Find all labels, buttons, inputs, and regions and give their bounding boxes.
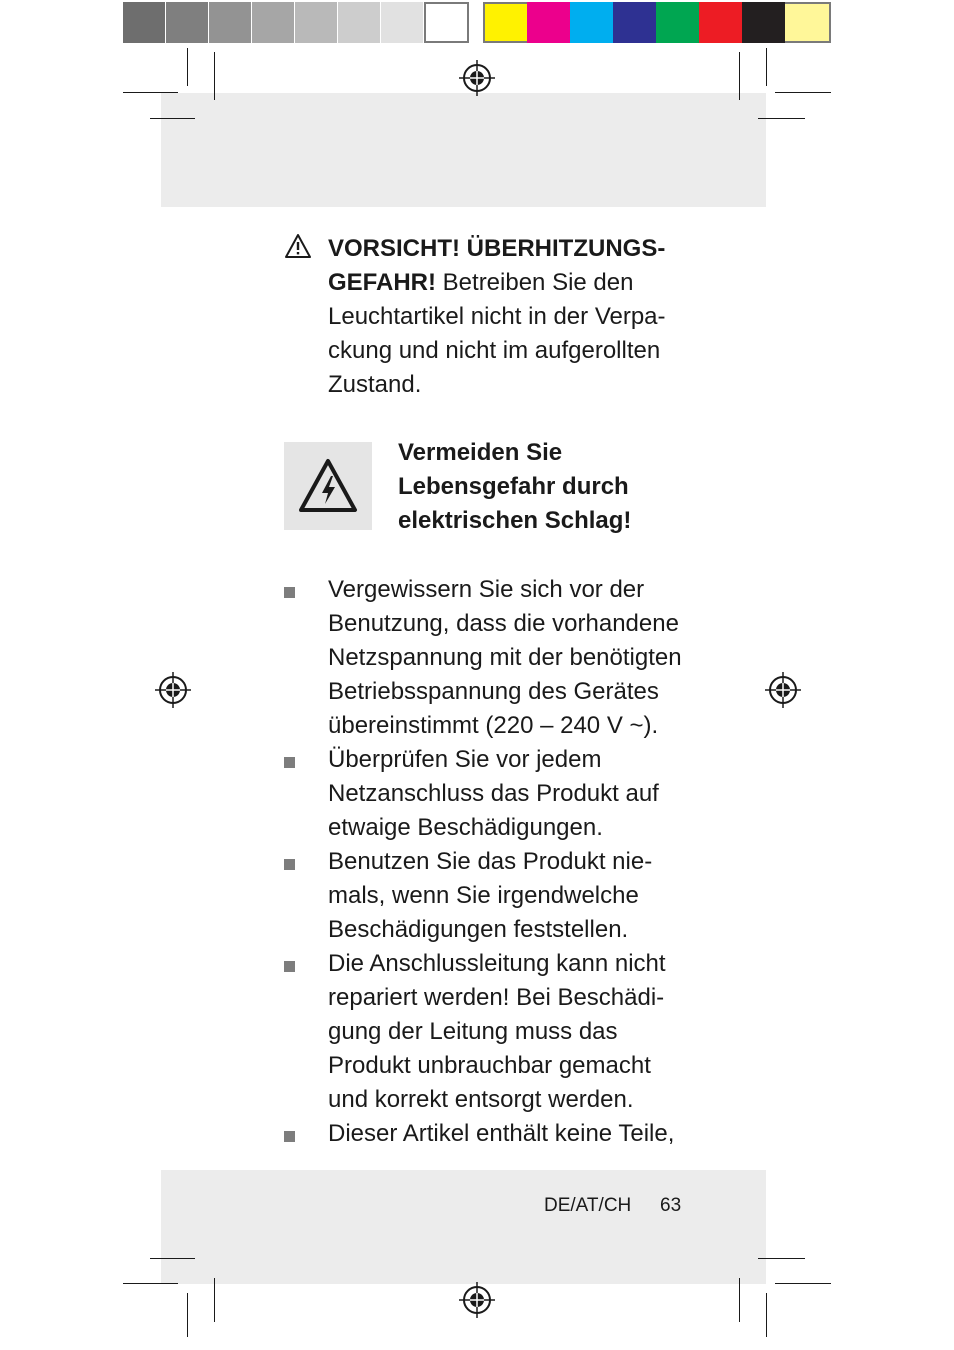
header-band (161, 93, 766, 207)
list-item-line: Betriebsspannung des Gerätes (328, 678, 659, 705)
bullet-icon (284, 961, 295, 972)
shock-warning-line: Vermeiden Sie (398, 439, 563, 466)
gray-swatch (166, 2, 208, 43)
list-item-line: Benutzen Sie das Produkt nie- (328, 848, 653, 875)
list-item-line: Beschädigungen feststellen. (328, 916, 629, 943)
color-swatch (656, 2, 699, 43)
color-swatch (483, 2, 527, 43)
list-item (328, 845, 688, 947)
registration-mark-icon (459, 1282, 495, 1318)
caution-text-line: Zustand. (328, 371, 422, 398)
list-item (328, 947, 688, 1117)
gray-swatch (338, 2, 380, 43)
bullet-icon (284, 859, 295, 870)
color-swatch (527, 2, 570, 43)
list-item-line: Netzanschluss das Produkt auf (328, 780, 659, 807)
caution-text-line: ckung und nicht im aufgerollten (328, 337, 661, 364)
list-item-line: Produkt unbrauchbar gemacht (328, 1052, 651, 1079)
list-item-line: etwaige Beschädigungen. (328, 814, 603, 841)
page-number: 63 (660, 1195, 682, 1216)
gray-swatch (252, 2, 294, 43)
list-item-line: Benutzung, dass die vorhandene (328, 610, 679, 637)
shock-warning-line: elektrischen Schlag! (398, 507, 632, 534)
list-item-line: repariert werden! Bei Beschädi- (328, 984, 665, 1011)
bullet-icon (284, 757, 295, 768)
color-swatch (699, 2, 742, 43)
caution-text: Betreiben Sie den (436, 269, 634, 296)
list-item (328, 573, 688, 743)
gray-swatch (295, 2, 337, 43)
gray-swatch (123, 2, 165, 43)
gray-swatch (381, 2, 423, 43)
electric-shock-warning-icon (298, 458, 358, 514)
footer-band (161, 1170, 766, 1284)
footer-region: DE/AT/CH (544, 1195, 632, 1216)
registration-mark-icon (765, 672, 801, 708)
list-item (328, 1117, 688, 1151)
warning-triangle-icon (284, 233, 312, 259)
caution-heading-continued: GEFAHR! (328, 269, 436, 296)
registration-mark-icon (155, 672, 191, 708)
caution-text-line: Leuchtartikel nicht in der Verpa- (328, 303, 666, 330)
list-item (328, 743, 688, 845)
electric-shock-icon-box (284, 442, 372, 530)
list-item-line: Überprüfen Sie vor jedem (328, 746, 602, 773)
list-item-line: Dieser Artikel enthält keine Teile, (328, 1120, 675, 1147)
color-swatch (613, 2, 656, 43)
registration-mark-icon (459, 60, 495, 96)
gray-swatch (424, 2, 469, 43)
list-item-line: Die Anschlussleitung kann nicht (328, 950, 666, 977)
shock-warning-heading (398, 436, 698, 538)
color-swatch (742, 2, 785, 43)
bullet-icon (284, 587, 295, 598)
color-swatch (785, 2, 831, 43)
caution-heading: VORSICHT! ÜBERHITZUNGS- (328, 235, 666, 262)
list-item-line: mals, wenn Sie irgendwelche (328, 882, 639, 909)
list-item-line: Vergewissern Sie sich vor der (328, 576, 645, 603)
list-item-line: und korrekt entsorgt werden. (328, 1086, 634, 1113)
caution-overheating-text (328, 232, 688, 402)
list-item-line: übereinstimmt (220 – 240 V ~). (328, 712, 659, 739)
list-item-line: gung der Leitung muss das (328, 1018, 618, 1045)
list-item-line: Netzspannung mit der benötigten (328, 644, 682, 671)
bullet-icon (284, 1131, 295, 1142)
shock-warning-line: Lebensgefahr durch (398, 473, 629, 500)
gray-swatch (209, 2, 251, 43)
color-swatch (570, 2, 613, 43)
